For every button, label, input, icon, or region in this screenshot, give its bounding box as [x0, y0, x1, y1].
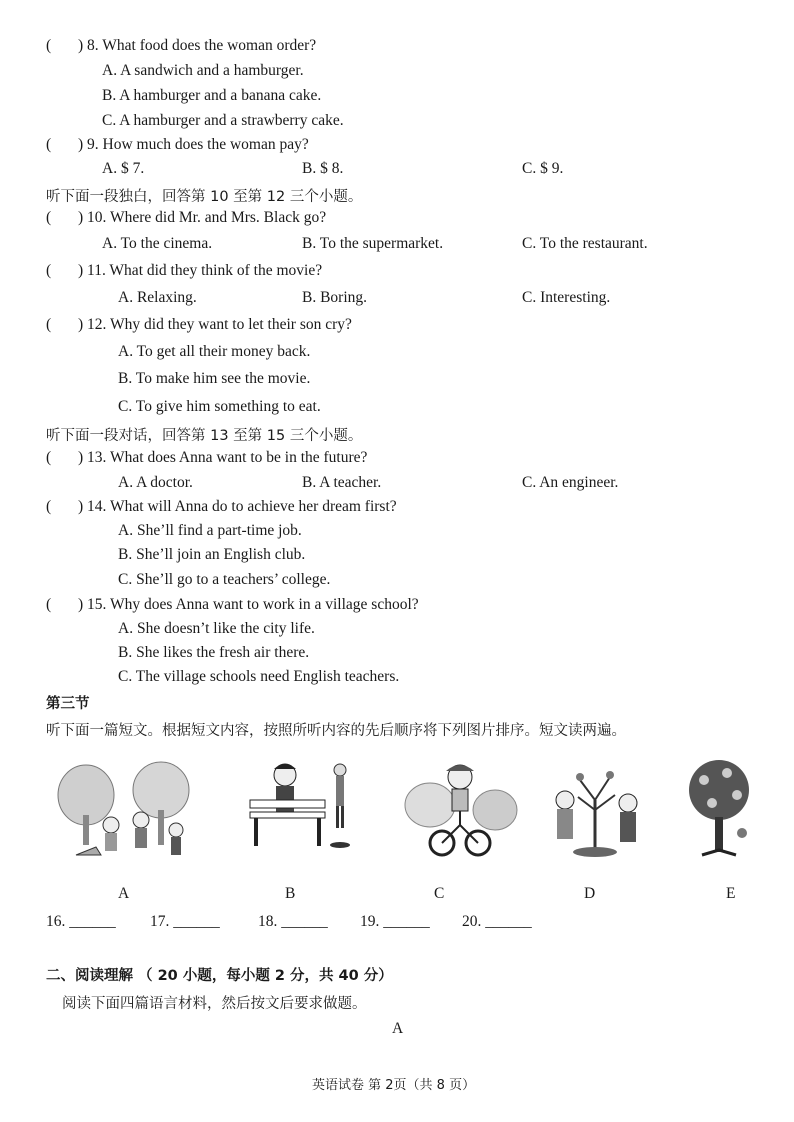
q9-option-c: C. $ 9. — [522, 160, 564, 177]
section3-instruction: 听下面一篇短文。根据短文内容，按照所听内容的先后顺序将下列图片排序。短文读两遍。 — [46, 723, 626, 739]
picture-a-park-children — [56, 755, 196, 865]
q8-paren: ( — [46, 37, 52, 54]
q8-option-b: B. A hamburger and a banana cake. — [102, 87, 322, 104]
part2-title: 二、阅读理解 （ 20 小题，每小题 2 分，共 40 分） — [46, 968, 393, 984]
answer-blank-17[interactable]: 17. ______ — [150, 913, 220, 930]
picture-c-bike-child — [400, 755, 520, 865]
picture-label-c: C — [434, 885, 445, 902]
q15-option-a: A. She doesn’t like the city life. — [118, 620, 315, 637]
q12-option-a: A. To get all their money back. — [118, 343, 311, 360]
answer-blank-20[interactable]: 20. ______ — [462, 913, 532, 930]
answer-blank-16[interactable]: 16. ______ — [46, 913, 116, 930]
section-10-12-instruction: 听下面一段独白，回答第 10 至第 12 三个小题。 — [46, 189, 363, 205]
q8-option-a: A. A sandwich and a hamburger. — [102, 62, 304, 79]
q15-option-c: C. The village schools need English teachers. — [118, 668, 400, 685]
q10-option-a: A. To the cinema. — [102, 235, 213, 252]
q9-paren: ( — [46, 136, 52, 153]
q14-option-a: A. She’ll find a part-time job. — [118, 522, 302, 539]
passage-a-label: A — [392, 1020, 404, 1037]
q11-option-c: C. Interesting. — [522, 289, 611, 306]
q13-stem: ) 13. What does Anna want to be in the future? — [78, 449, 368, 466]
q15-stem: ) 15. Why does Anna want to work in a village school? — [78, 596, 419, 613]
q10-option-b: B. To the supermarket. — [302, 235, 444, 252]
q15-option-b: B. She likes the fresh air there. — [118, 644, 310, 661]
q9-option-b: B. $ 8. — [302, 160, 344, 177]
q10-stem: ) 10. Where did Mr. and Mrs. Black go? — [78, 209, 327, 226]
q10-option-c: C. To the restaurant. — [522, 235, 648, 252]
part2-instruction: 阅读下面四篇语言材料，然后按文后要求做题。 — [62, 996, 367, 1012]
q13-paren: ( — [46, 449, 52, 466]
q14-option-b: B. She’ll join an English club. — [118, 546, 306, 563]
q12-option-b: B. To make him see the movie. — [118, 370, 311, 387]
picture-label-a: A — [118, 885, 130, 902]
q14-paren: ( — [46, 498, 52, 515]
picture-e-tree — [682, 755, 757, 865]
q12-paren: ( — [46, 316, 52, 333]
q12-stem: ) 12. Why did they want to let their son cry? — [78, 316, 352, 333]
section-13-15-instruction: 听下面一段对话，回答第 13 至第 15 三个小题。 — [46, 428, 363, 444]
q13-option-a: A. A doctor. — [118, 474, 193, 491]
q13-option-b: B. A teacher. — [302, 474, 382, 491]
q15-paren: ( — [46, 596, 52, 613]
picture-d-planting-tree — [540, 755, 655, 865]
q9-stem: ) 9. How much does the woman pay? — [78, 136, 309, 153]
q10-paren: ( — [46, 209, 52, 226]
q11-option-b: B. Boring. — [302, 289, 368, 306]
q14-stem: ) 14. What will Anna do to achieve her dream first? — [78, 498, 397, 515]
q8-stem: ) 8. What food does the woman order? — [78, 37, 317, 54]
section3-title: 第三节 — [46, 696, 90, 712]
q8-option-c: C. A hamburger and a strawberry cake. — [102, 112, 344, 129]
picture-b-bench-man — [240, 755, 360, 865]
q14-option-c: C. She’ll go to a teachers’ college. — [118, 571, 331, 588]
q13-option-c: C. An engineer. — [522, 474, 619, 491]
picture-label-d: D — [584, 885, 596, 902]
answer-blank-18[interactable]: 18. ______ — [258, 913, 328, 930]
q12-option-c: C. To give him something to eat. — [118, 398, 321, 415]
answer-blank-19[interactable]: 19. ______ — [360, 913, 430, 930]
q11-option-a: A. Relaxing. — [118, 289, 197, 306]
q9-option-a: A. $ 7. — [102, 160, 145, 177]
picture-label-e: E — [726, 885, 736, 902]
page-footer: 英语试卷 第 2页（共 8 页） — [312, 1078, 476, 1093]
q11-stem: ) 11. What did they think of the movie? — [78, 262, 323, 279]
picture-label-b: B — [285, 885, 296, 902]
q11-paren: ( — [46, 262, 52, 279]
